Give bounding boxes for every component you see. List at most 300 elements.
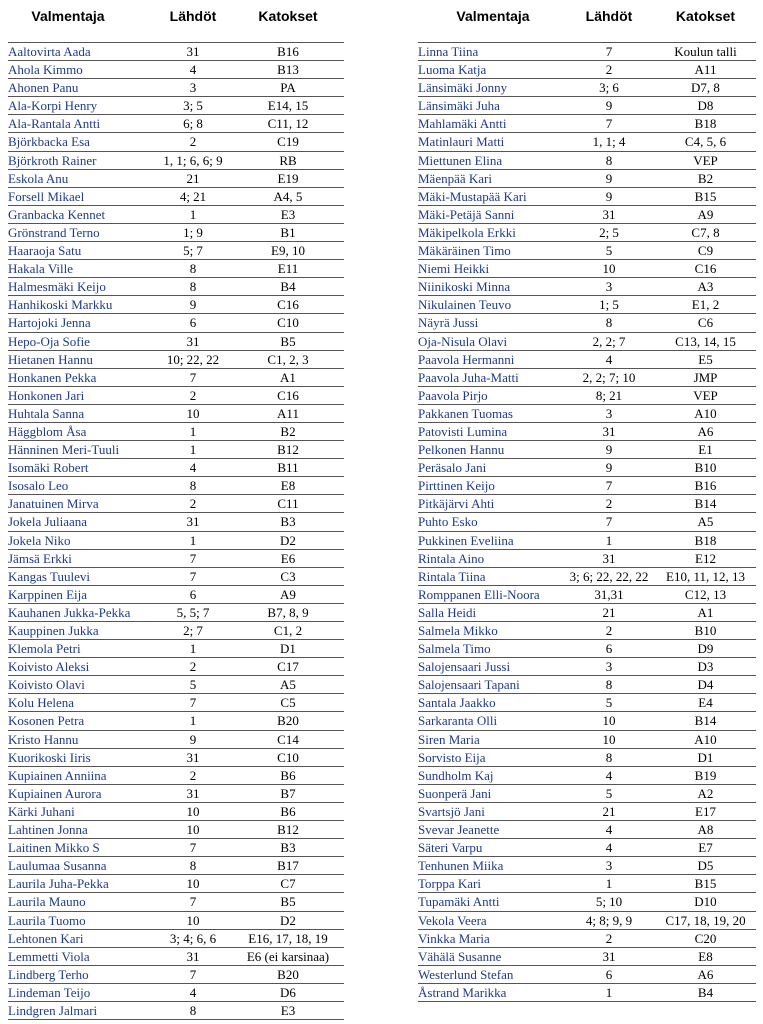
table-row bbox=[8, 676, 344, 694]
departures-cell: 8 bbox=[605, 677, 613, 693]
coach-name: Salla Heidi bbox=[418, 604, 477, 620]
coach-name: Pukkinen Eveliina bbox=[418, 532, 514, 548]
coach-name: Björkbacka Esa bbox=[8, 134, 90, 150]
table-row bbox=[418, 242, 756, 260]
departures-cell: 6; 8 bbox=[183, 116, 203, 132]
departures-cell: 1 bbox=[605, 532, 613, 548]
shelters-cell: B10 bbox=[694, 460, 717, 476]
coach-name: Jämsä Erkki bbox=[8, 550, 72, 566]
departures-cell: 4; 8; 9, 9 bbox=[585, 912, 633, 928]
table-row bbox=[418, 658, 756, 676]
coach-name: Koivisto Aleksi bbox=[8, 659, 90, 675]
shelters-cell: E4 bbox=[698, 695, 713, 711]
table-row bbox=[418, 513, 756, 531]
coach-name: Paavola Hermanni bbox=[418, 351, 515, 367]
table-row bbox=[8, 568, 344, 586]
coach-name: Vähälä Susanne bbox=[418, 948, 502, 964]
table-row bbox=[8, 278, 344, 296]
table-row bbox=[418, 622, 756, 640]
table-row bbox=[8, 966, 344, 984]
table-row bbox=[8, 495, 344, 513]
coach-name: Vekola Veera bbox=[418, 912, 487, 928]
coach-name: Peräsalo Jani bbox=[418, 460, 487, 476]
table-header bbox=[418, 0, 756, 43]
departures-cell: 2 bbox=[605, 62, 613, 78]
shelters-cell: B2 bbox=[697, 170, 714, 186]
shelters-cell: A6 bbox=[697, 423, 714, 439]
shelters-cell: A11 bbox=[694, 62, 717, 78]
shelters-cell: C5 bbox=[280, 695, 296, 711]
coach-name: Eskola Anu bbox=[8, 170, 69, 186]
table-row bbox=[8, 97, 344, 115]
coach-name: Tenhunen Miika bbox=[418, 858, 504, 874]
coach-name: Laurila Mauno bbox=[8, 894, 86, 910]
shelters-cell: E12 bbox=[695, 550, 716, 566]
coach-name: Lehtonen Kari bbox=[8, 930, 84, 946]
shelters-cell: B20 bbox=[277, 713, 299, 729]
shelters-cell: A10 bbox=[694, 731, 717, 747]
departures-cell: 7 bbox=[605, 116, 613, 132]
table-row bbox=[8, 477, 344, 495]
departures-cell: 3; 6 bbox=[599, 80, 619, 96]
shelters-cell: C10 bbox=[277, 749, 299, 765]
shelters-cell: C13, 14, 15 bbox=[675, 333, 736, 349]
table-row bbox=[418, 930, 756, 948]
table-row bbox=[8, 604, 344, 622]
table-row bbox=[418, 441, 756, 459]
coach-name: Siren Maria bbox=[418, 731, 480, 747]
coach-name: Mäki-Petäjä Sanni bbox=[418, 206, 515, 222]
departures-cell: 3 bbox=[605, 279, 613, 295]
shelters-cell: C6 bbox=[697, 315, 714, 331]
shelters-cell: A3 bbox=[697, 279, 714, 295]
coach-name: Westerlund Stefan bbox=[418, 966, 514, 982]
coach-name: Forsell Mikael bbox=[8, 188, 85, 204]
departures-cell: 10 bbox=[602, 261, 616, 277]
departures-cell: 10; 22, 22 bbox=[166, 351, 220, 367]
departures-cell: 21 bbox=[186, 170, 200, 186]
coach-name: Kupiainen Anniina bbox=[8, 767, 107, 783]
table-row bbox=[418, 839, 756, 857]
coach-name: Haaraoja Satu bbox=[8, 243, 82, 259]
shelters-cell: E19 bbox=[277, 170, 299, 186]
shelters-cell: C12, 13 bbox=[684, 586, 727, 602]
departures-cell: 6 bbox=[189, 586, 197, 602]
coach-name: Hepo-Oja Sofie bbox=[8, 333, 90, 349]
shelters-cell: E3 bbox=[280, 206, 296, 222]
shelters-cell: E8 bbox=[280, 478, 296, 494]
coach-name: Svartsjö Jani bbox=[418, 803, 485, 819]
shelters-cell: B7, 8, 9 bbox=[267, 604, 309, 620]
coach-name: Rintala Tiina bbox=[418, 568, 486, 584]
table-row bbox=[8, 387, 344, 405]
shelters-cell: B18 bbox=[694, 532, 717, 548]
table-row bbox=[8, 948, 344, 966]
shelters-cell: D4 bbox=[697, 677, 714, 693]
coach-name: Matinlauri Matti bbox=[418, 134, 505, 150]
shelters-cell: C11 bbox=[277, 496, 299, 512]
departures-cell: 10 bbox=[602, 713, 616, 729]
shelters-cell: E6 bbox=[280, 550, 296, 566]
shelters-cell: E9, 10 bbox=[271, 243, 305, 259]
shelters-cell: B5 bbox=[280, 333, 296, 349]
coach-name: Ahola Kimmo bbox=[8, 62, 83, 78]
table-row bbox=[8, 586, 344, 604]
departures-cell: 5 bbox=[189, 677, 197, 693]
coach-name: Salmela Timo bbox=[418, 641, 491, 657]
table-row bbox=[8, 821, 344, 839]
departures-cell: 1; 5 bbox=[599, 297, 619, 313]
table-row bbox=[418, 351, 756, 369]
coach-name: Laurila Tuomo bbox=[8, 912, 86, 928]
header-departures: Lähdöt bbox=[169, 8, 217, 24]
coach-name: Mäkäräinen Timo bbox=[418, 243, 511, 259]
table-row bbox=[418, 948, 756, 966]
shelters-cell: C7 bbox=[280, 876, 296, 892]
shelters-cell: B14 bbox=[694, 713, 717, 729]
table-row bbox=[418, 984, 756, 1002]
shelters-cell: A9 bbox=[280, 586, 296, 602]
departures-cell: 5; 7 bbox=[183, 243, 203, 259]
coach-name: Pirttinen Keijo bbox=[418, 478, 495, 494]
departures-cell: 7 bbox=[605, 44, 613, 59]
departures-cell: 31 bbox=[186, 44, 200, 59]
table-row bbox=[418, 405, 756, 423]
coach-name: Pelkonen Hannu bbox=[418, 442, 505, 458]
coach-name: Häggblom Åsa bbox=[8, 423, 87, 439]
table-row bbox=[418, 278, 756, 296]
table-row bbox=[8, 712, 344, 730]
table-row bbox=[8, 785, 344, 803]
departures-cell: 10 bbox=[186, 912, 200, 928]
departures-cell: 21 bbox=[602, 803, 616, 819]
coach-name: Kupiainen Aurora bbox=[8, 785, 102, 801]
shelters-cell: C14 bbox=[277, 731, 299, 747]
shelters-cell: E1, 2 bbox=[691, 297, 720, 313]
coach-name: Kauhanen Jukka-Pekka bbox=[8, 604, 131, 620]
table-row bbox=[418, 676, 756, 694]
shelters-cell: B16 bbox=[694, 478, 717, 494]
coach-name: Mäkipelkola Erkki bbox=[418, 224, 516, 240]
departures-cell: 1; 9 bbox=[183, 224, 203, 240]
departures-cell: 4; 21 bbox=[179, 188, 207, 204]
departures-cell: 3 bbox=[605, 405, 613, 421]
table-row bbox=[418, 749, 756, 767]
departures-cell: 4 bbox=[189, 62, 197, 78]
table-row bbox=[8, 658, 344, 676]
departures-cell: 3; 4; 6, 6 bbox=[169, 930, 217, 946]
shelters-cell: E16, 17, 18, 19 bbox=[248, 930, 328, 946]
shelters-cell: C10 bbox=[277, 315, 299, 331]
departures-cell: 1 bbox=[189, 206, 197, 222]
shelters-cell: VEP bbox=[693, 387, 718, 403]
coach-name: Jokela Niko bbox=[8, 532, 71, 548]
table-row bbox=[8, 61, 344, 79]
table-row bbox=[418, 477, 756, 495]
shelters-cell: C7, 8 bbox=[691, 224, 720, 240]
table-row bbox=[418, 387, 756, 405]
coach-name: Länsimäki Jonny bbox=[418, 80, 508, 96]
departures-cell: 6 bbox=[605, 641, 613, 657]
shelters-cell: A5 bbox=[280, 677, 296, 693]
table-row bbox=[8, 296, 344, 314]
coach-name: Romppanen Elli-Noora bbox=[418, 586, 540, 602]
shelters-cell: B7 bbox=[280, 785, 296, 801]
coach-name: Aaltovirta Aada bbox=[8, 44, 91, 59]
shelters-cell: B18 bbox=[694, 116, 717, 132]
coach-name: Ahonen Panu bbox=[8, 80, 79, 96]
coach-table-right bbox=[418, 0, 756, 1002]
departures-cell: 2, 2; 7 bbox=[592, 333, 626, 349]
table-row bbox=[8, 170, 344, 188]
shelters-cell: A6 bbox=[697, 966, 714, 982]
coach-name: Linna Tiina bbox=[418, 44, 479, 59]
table-row bbox=[8, 893, 344, 911]
departures-cell: 6 bbox=[605, 966, 613, 982]
coach-name: Åstrand Marikka bbox=[418, 984, 507, 1000]
table-row bbox=[8, 875, 344, 893]
table-row bbox=[8, 912, 344, 930]
table-row bbox=[8, 749, 344, 767]
shelters-cell: B16 bbox=[277, 44, 299, 59]
coach-name: Isosalo Leo bbox=[8, 478, 69, 494]
departures-cell: 7 bbox=[605, 478, 613, 494]
coach-name: Lindberg Terho bbox=[8, 966, 89, 982]
shelters-cell: B10 bbox=[694, 623, 717, 638]
coach-name: Vinkka Maria bbox=[418, 930, 490, 946]
shelters-cell: C3 bbox=[280, 568, 296, 584]
coach-name: Klemola Petri bbox=[8, 641, 81, 657]
table-row bbox=[8, 188, 344, 206]
shelters-cell: E3 bbox=[280, 1002, 296, 1018]
departures-cell: 3 bbox=[605, 858, 613, 874]
departures-cell: 9 bbox=[189, 731, 197, 747]
shelters-cell: A9 bbox=[697, 206, 714, 222]
shelters-cell: C11, 12 bbox=[267, 116, 309, 132]
departures-cell: 5; 10 bbox=[595, 894, 623, 910]
table-row bbox=[418, 912, 756, 930]
shelters-cell: B11 bbox=[277, 460, 299, 476]
coach-name: Pakkanen Tuomas bbox=[418, 405, 513, 421]
coach-name: Paavola Pirjo bbox=[418, 387, 488, 403]
coach-name: Lemmetti Viola bbox=[8, 948, 90, 964]
coach-name: Pitkäjärvi Ahti bbox=[418, 496, 495, 512]
shelters-cell: B3 bbox=[280, 840, 296, 856]
departures-cell: 1 bbox=[189, 442, 197, 458]
table-row bbox=[418, 640, 756, 658]
departures-cell: 4 bbox=[189, 460, 197, 476]
header-shelters: Katokset bbox=[258, 8, 318, 24]
table-row bbox=[418, 604, 756, 622]
coach-name: Honkanen Pekka bbox=[8, 369, 97, 385]
shelters-cell: A5 bbox=[697, 514, 714, 530]
shelters-cell: D2 bbox=[280, 912, 296, 928]
coach-name: Laulumaa Susanna bbox=[8, 858, 107, 874]
departures-cell: 1, 1; 6, 6; 9 bbox=[163, 152, 223, 168]
shelters-cell: A10 bbox=[694, 405, 717, 421]
departures-cell: 31 bbox=[186, 948, 200, 964]
shelters-cell: B3 bbox=[280, 514, 296, 530]
shelters-cell: D1 bbox=[697, 749, 714, 765]
table-row bbox=[418, 333, 756, 351]
table-row bbox=[418, 495, 756, 513]
shelters-cell: B1 bbox=[280, 224, 296, 240]
departures-cell: 31 bbox=[186, 333, 200, 349]
departures-cell: 8 bbox=[189, 478, 197, 494]
departures-cell: 2 bbox=[189, 387, 197, 403]
table-row bbox=[8, 930, 344, 948]
departures-cell: 8 bbox=[605, 749, 613, 765]
coach-name: Puhto Esko bbox=[418, 514, 478, 530]
table-row bbox=[8, 224, 344, 242]
coach-name: Kangas Tuulevi bbox=[8, 568, 90, 584]
coach-name: Luoma Katja bbox=[418, 62, 487, 78]
departures-cell: 5 bbox=[605, 785, 613, 801]
coach-name: Jokela Juliaana bbox=[8, 514, 88, 530]
coach-name: Hakala Ville bbox=[8, 261, 74, 277]
table-row bbox=[418, 61, 756, 79]
departures-cell: 3 bbox=[189, 80, 197, 96]
table-row bbox=[8, 550, 344, 568]
departures-cell: 31,31 bbox=[594, 586, 624, 602]
shelters-cell: D10 bbox=[694, 894, 717, 910]
coach-name: Koivisto Olavi bbox=[8, 677, 85, 693]
table-row bbox=[8, 694, 344, 712]
coach-name: Patovisti Lumina bbox=[418, 423, 508, 439]
coach-name: Honkonen Jari bbox=[8, 387, 85, 403]
table-row bbox=[8, 857, 344, 875]
coach-name: Torppa Kari bbox=[418, 876, 481, 892]
shelters-cell: D5 bbox=[697, 858, 714, 874]
departures-cell: 7 bbox=[189, 695, 197, 711]
table-row bbox=[418, 97, 756, 115]
table-body bbox=[8, 43, 344, 1020]
departures-cell: 8 bbox=[189, 261, 197, 277]
shelters-cell: VEP bbox=[693, 152, 718, 168]
shelters-cell: D6 bbox=[280, 984, 296, 1000]
table-row bbox=[418, 966, 756, 984]
departures-cell: 8 bbox=[605, 315, 613, 331]
departures-cell: 4 bbox=[605, 351, 613, 367]
coach-name: Salojensaari Tapani bbox=[418, 677, 520, 693]
departures-cell: 7 bbox=[605, 514, 613, 530]
table-row bbox=[8, 79, 344, 97]
shelters-cell: C16 bbox=[694, 261, 717, 277]
shelters-cell: E8 bbox=[698, 948, 713, 964]
departures-cell: 9 bbox=[605, 188, 613, 204]
table-row bbox=[8, 459, 344, 477]
shelters-cell: C9 bbox=[697, 243, 714, 259]
coach-name: Sorvisto Eija bbox=[418, 749, 486, 765]
shelters-cell: E1 bbox=[698, 442, 713, 458]
table-row bbox=[418, 115, 756, 133]
table-row bbox=[8, 513, 344, 531]
shelters-cell: C17 bbox=[277, 659, 299, 675]
coach-name: Hänninen Meri-Tuuli bbox=[8, 442, 120, 458]
table-row bbox=[418, 712, 756, 730]
shelters-cell: E7 bbox=[698, 840, 713, 856]
table-row bbox=[8, 314, 344, 332]
coach-name: Svevar Jeanette bbox=[418, 822, 500, 838]
shelters-cell: B17 bbox=[277, 858, 299, 874]
departures-cell: 5 bbox=[605, 243, 613, 259]
table-header bbox=[8, 0, 344, 43]
coach-name: Kuorikoski Iiris bbox=[8, 749, 91, 765]
coach-name: Ala-Korpi Henry bbox=[8, 98, 98, 114]
departures-cell: 31 bbox=[186, 749, 200, 765]
table-row bbox=[8, 43, 344, 61]
shelters-cell: C19 bbox=[277, 134, 299, 150]
table-row bbox=[418, 586, 756, 604]
table-row bbox=[8, 115, 344, 133]
table-row bbox=[418, 532, 756, 550]
table-row bbox=[418, 152, 756, 170]
table-body bbox=[418, 43, 756, 1002]
coach-name: Salojensaari Jussi bbox=[418, 659, 511, 675]
table-row bbox=[418, 550, 756, 568]
table-row bbox=[8, 333, 344, 351]
coach-name: Rintala Aino bbox=[418, 550, 485, 566]
shelters-cell: A2 bbox=[697, 785, 714, 801]
coach-name: Mäki-Mustapää Kari bbox=[418, 188, 527, 204]
departures-cell: 7 bbox=[189, 840, 197, 856]
shelters-cell: E6 (ei karsinaa) bbox=[246, 948, 330, 964]
shelters-cell: B5 bbox=[280, 894, 296, 910]
departures-cell: 2 bbox=[189, 767, 197, 783]
departures-cell: 31 bbox=[186, 785, 200, 801]
departures-cell: 2 bbox=[189, 134, 197, 150]
shelters-cell: B13 bbox=[277, 62, 299, 78]
departures-cell: 2; 7 bbox=[183, 623, 203, 638]
table-row bbox=[418, 731, 756, 749]
departures-cell: 7 bbox=[189, 550, 197, 566]
table-row bbox=[8, 133, 344, 151]
departures-cell: 1 bbox=[189, 532, 197, 548]
table-row bbox=[418, 893, 756, 911]
table-row bbox=[8, 423, 344, 441]
coach-name: Hietanen Hannu bbox=[8, 351, 93, 367]
departures-cell: 2; 5 bbox=[599, 224, 619, 240]
departures-cell: 7 bbox=[189, 894, 197, 910]
coach-name: Tupamäki Antti bbox=[418, 894, 500, 910]
departures-cell: 31 bbox=[602, 550, 616, 566]
shelters-cell: B6 bbox=[280, 803, 296, 819]
departures-cell: 10 bbox=[186, 405, 200, 421]
header-departures: Lähdöt bbox=[585, 8, 633, 24]
shelters-cell: D8 bbox=[697, 98, 714, 114]
shelters-cell: E17 bbox=[695, 803, 716, 819]
table-row bbox=[418, 875, 756, 893]
table-row bbox=[8, 839, 344, 857]
coach-name: Ala-Rantala Antti bbox=[8, 116, 101, 132]
departures-cell: 8 bbox=[189, 279, 197, 295]
departures-cell: 1 bbox=[605, 876, 613, 892]
departures-cell: 9 bbox=[605, 442, 613, 458]
table-row bbox=[418, 459, 756, 477]
shelters-cell: PA bbox=[280, 80, 296, 96]
departures-cell: 31 bbox=[602, 423, 616, 439]
coach-name: Näyrä Jussi bbox=[418, 315, 479, 331]
table-row bbox=[418, 785, 756, 803]
table-row bbox=[8, 640, 344, 658]
shelters-cell: B15 bbox=[694, 876, 717, 892]
shelters-cell: A1 bbox=[697, 604, 714, 620]
departures-cell: 8 bbox=[189, 858, 197, 874]
shelters-cell: A11 bbox=[277, 405, 299, 421]
shelters-cell: C17, 18, 19, 20 bbox=[665, 912, 746, 928]
departures-cell: 3; 5 bbox=[183, 98, 203, 114]
shelters-cell: C20 bbox=[694, 930, 717, 946]
